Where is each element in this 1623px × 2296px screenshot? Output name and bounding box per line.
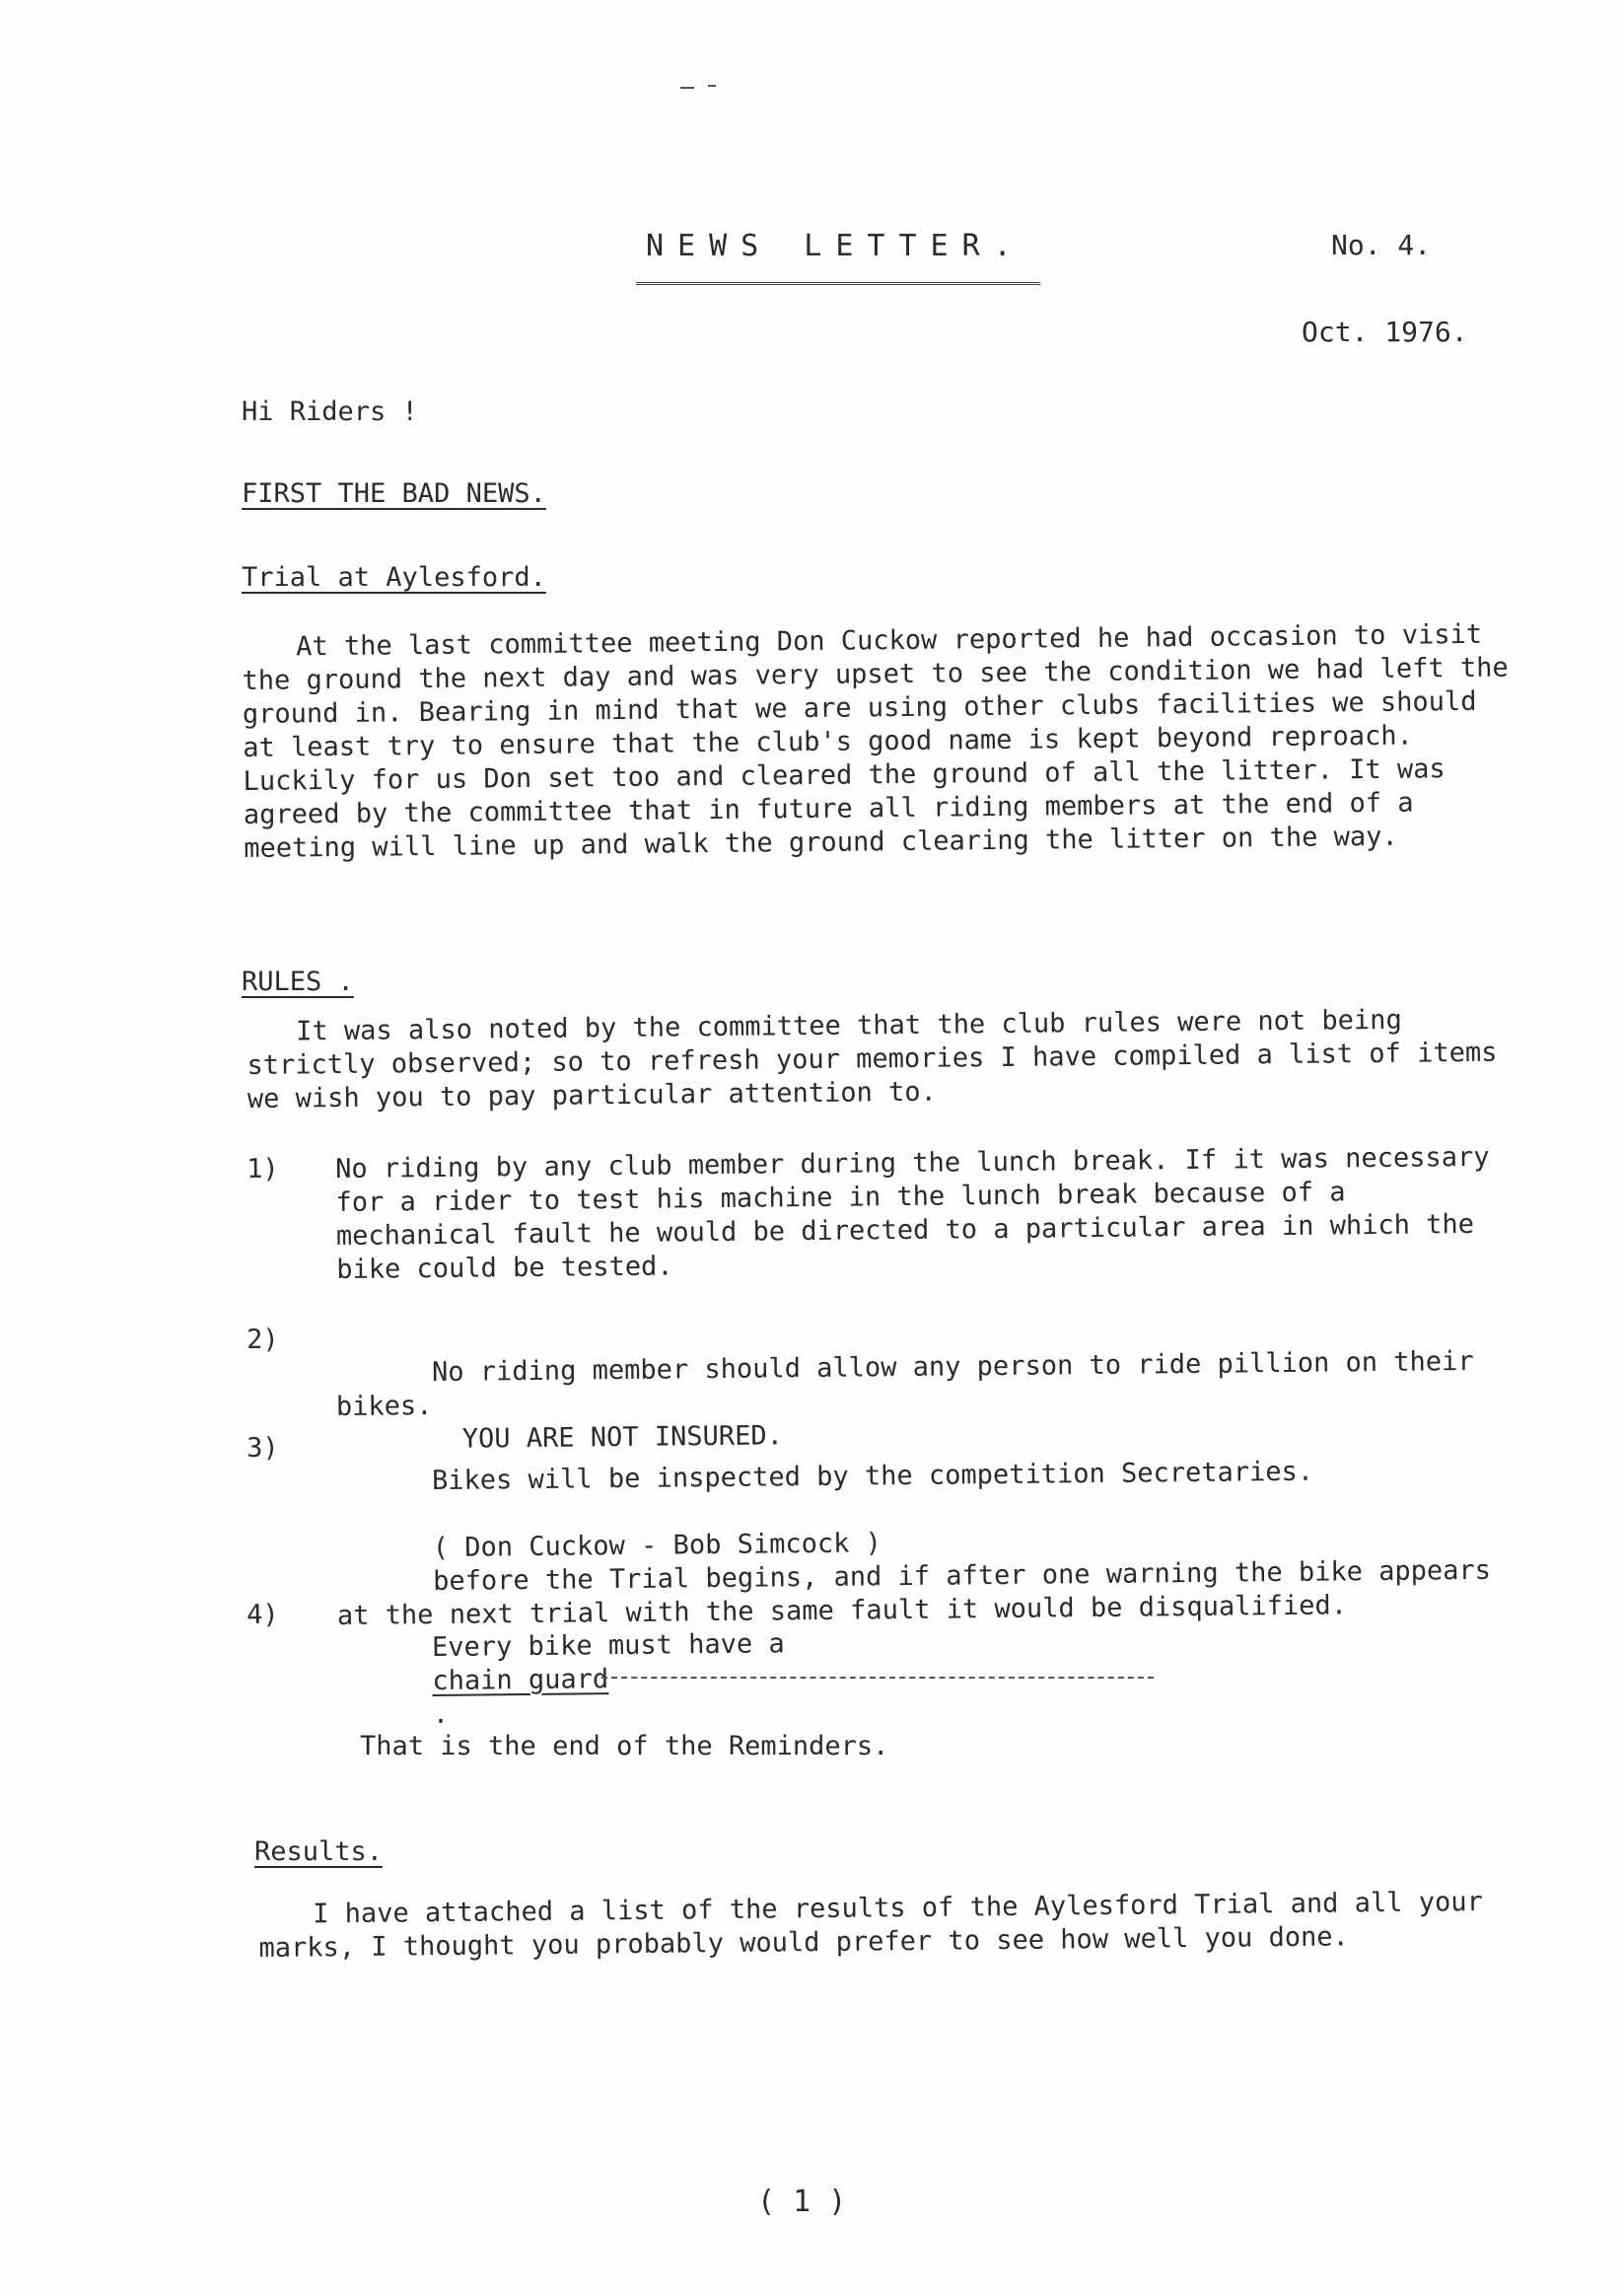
- results-paragraph: I have attached a list of the results of the Aylesford Trial and all your marks, I thought you probably would prefer to see how well you done.: [258, 1886, 1500, 1964]
- trial-heading: Trial at Aylesford.: [242, 562, 546, 593]
- rule-number: 2): [247, 1324, 279, 1355]
- issue-date: Oct. 1976.: [1302, 316, 1468, 348]
- rule-number: 3): [247, 1432, 279, 1464]
- trial-paragraph: At the last committee meeting Don Cuckow reported he had occasion to visit the ground the next day and was very upset to see the condition we had left the ground in. Bearing in mind that we are using other clubs facilities we should at least try to ensure that the club's good name is kept beyond reproach. Luckily for us Don set too and cleared the ground of all the litter. It was agreed by the committee that in future all riding members at the end of a meeting will line up and walk the ground clearing the litter on the way.: [242, 618, 1525, 864]
- rule-text: No riding member should allow any person to ride pillion on their bikes.: [335, 1345, 1491, 1423]
- rule-text: Bikes will be inspected by the competition Secretaries.: [431, 1456, 1314, 1497]
- rule-secretaries: ( Don Cuckow - Bob Simcock ): [432, 1528, 882, 1564]
- rule-emphasis: YOU ARE NOT INSURED.: [461, 1420, 784, 1455]
- section-divider: [601, 1677, 1154, 1679]
- scan-speck: [680, 87, 694, 89]
- newsletter-title: NEWS LETTER.: [646, 229, 1025, 263]
- greeting: Hi Riders !: [242, 396, 418, 427]
- rule-text: No riding by any club member during the lunch break. If it was necessary for a rider to test his machine in the lunch break because of a mechanical fault he would be directed to a particular area in which the bike could be tested.: [335, 1141, 1506, 1286]
- rules-heading: RULES .: [242, 967, 354, 997]
- bad-news-heading: FIRST THE BAD NEWS.: [242, 478, 546, 509]
- rule-item: [247, 1141, 1509, 1286]
- scan-speck: [708, 85, 716, 87]
- title-underline: [636, 282, 1040, 285]
- rule-text-continued: before the Trial begins, and if after one warning the bike appears at the next trial with the same fault it would be disqualified.: [336, 1554, 1508, 1632]
- rule-number: 4): [247, 1599, 279, 1630]
- results-heading: Results.: [254, 1836, 384, 1867]
- page-number: ( 1 ): [757, 2185, 847, 2219]
- rule-underlined-term: chain guard: [432, 1664, 609, 1697]
- rule-text-end: .: [432, 1698, 450, 1731]
- rule-number: 1): [247, 1153, 279, 1184]
- rule-text: Every bike must have a: [431, 1628, 785, 1664]
- issue-number: No. 4.: [1331, 229, 1432, 261]
- reminders-end: That is the end of the Reminders.: [360, 1731, 889, 1761]
- rule-item: [247, 1312, 1509, 1455]
- rules-paragraph: It was also noted by the committee that the club rules were not being strictly observed; so to refresh your memories I have compiled a list of items we wish you to pay particular attention to.: [247, 1004, 1514, 1114]
